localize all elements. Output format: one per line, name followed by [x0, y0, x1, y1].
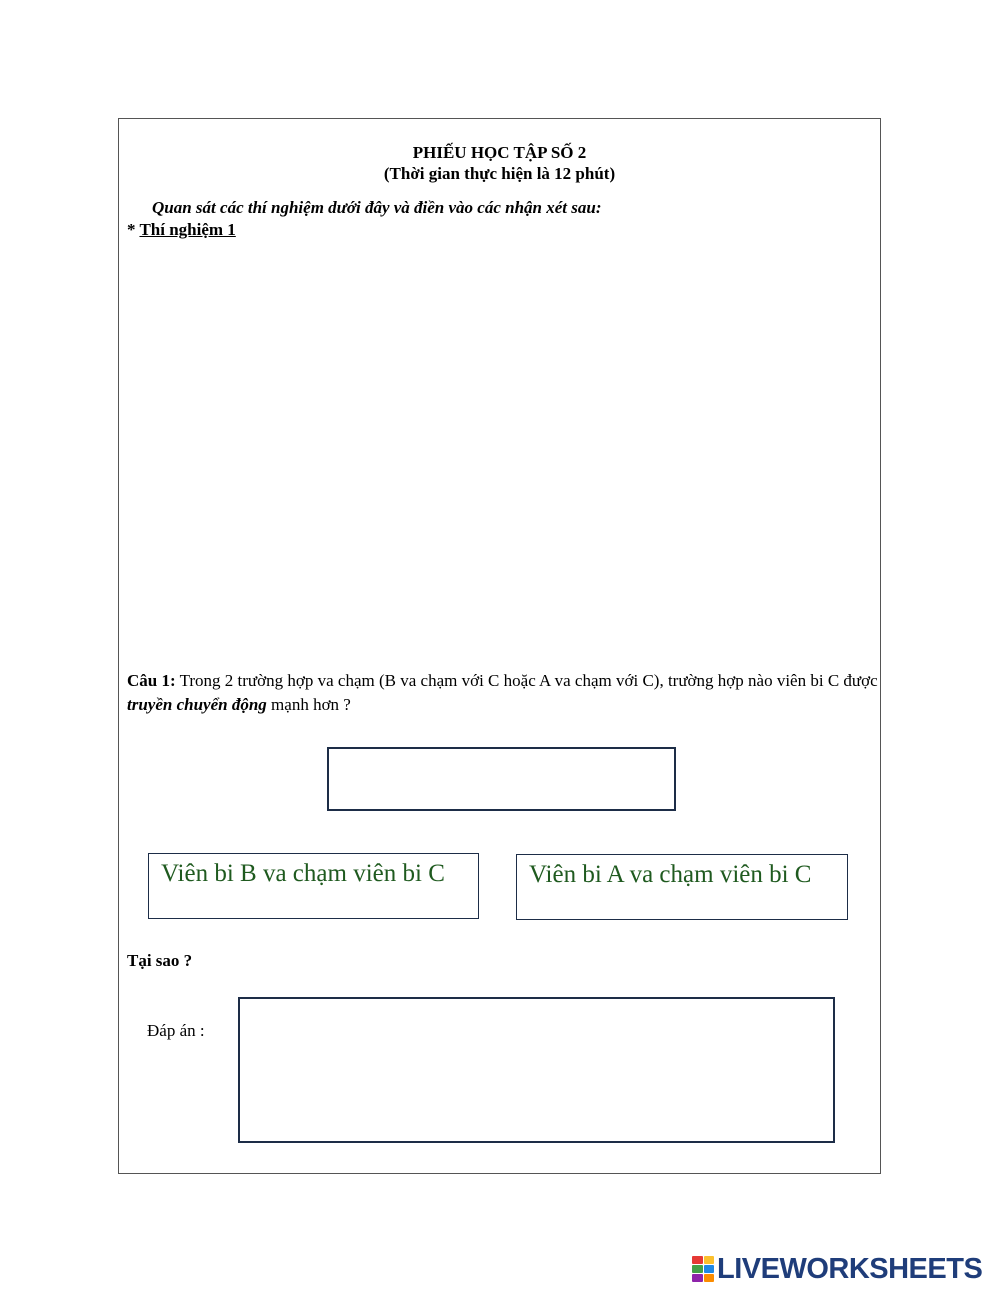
- question-1: [127, 669, 879, 717]
- experiment-prefix: *: [127, 220, 140, 239]
- logo-text: LIVEWORKSHEETS: [717, 1252, 983, 1285]
- question-1-label: Câu 1:: [127, 671, 176, 690]
- worksheet-subtitle: (Thời gian thực hiện là 12 phút): [383, 164, 616, 183]
- answer-label: Đáp án :: [147, 1021, 205, 1040]
- question-1-text-part1: Trong 2 trường hợp va chạm (B va chạm với C hoặc A va chạm với C), trường hợp nào viên bi C được: [175, 671, 878, 690]
- question-1-text-part2: mạnh hơn ?: [266, 695, 351, 714]
- instruction-text: Quan sát các thí nghiệm dưới đây và điền vào các nhận xét sau:: [152, 198, 602, 217]
- question-1-emphasis: truyền chuyển động: [127, 695, 267, 714]
- liveworksheets-logo-icon: [692, 1256, 714, 1282]
- choice-b-hits-c[interactable]: Viên bi B va chạm viên bi C: [148, 853, 479, 919]
- answer-textarea[interactable]: [238, 997, 835, 1143]
- why-label: Tại sao ?: [127, 951, 193, 970]
- choice-a-hits-c[interactable]: Viên bi A va chạm viên bi C: [516, 854, 848, 920]
- worksheet-frame: [118, 118, 881, 1174]
- answer-drop-zone[interactable]: [327, 747, 676, 811]
- liveworksheets-logo: [692, 1253, 982, 1285]
- worksheet-title: PHIẾU HỌC TẬP SỐ 2: [412, 143, 587, 162]
- experiment-label: Thí nghiệm 1: [139, 220, 236, 239]
- experiment-heading: [127, 220, 236, 240]
